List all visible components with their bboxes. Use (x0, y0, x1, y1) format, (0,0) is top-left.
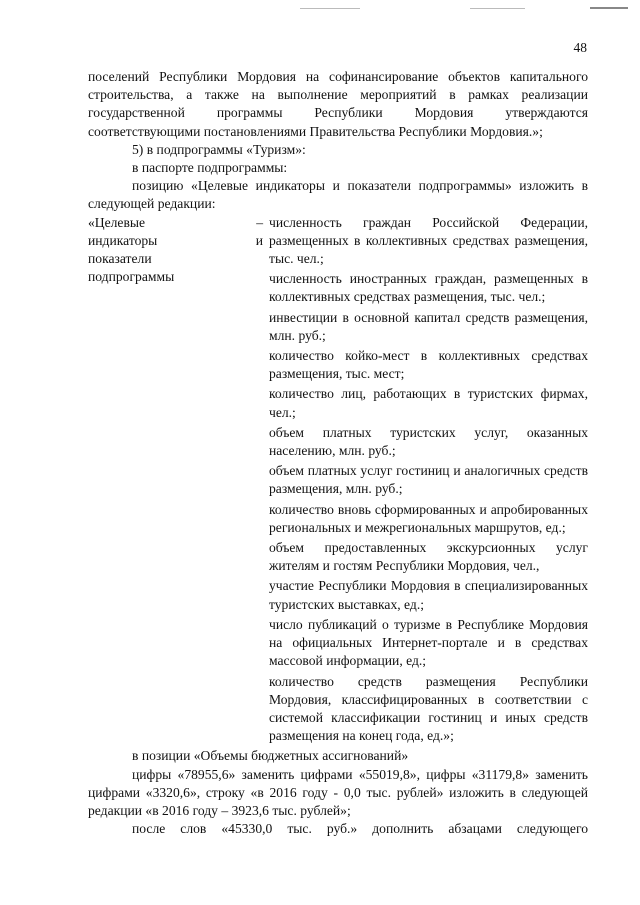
indicator-item: число публикаций о туризме в Республике Мордовия на официальных Интернет-портале и в средствах массовой информации, ед.; (269, 616, 588, 669)
scan-artifact (590, 7, 628, 9)
scan-artifact (470, 8, 525, 9)
passport-line: в паспорте подпрограммы: (132, 160, 288, 176)
budget-position-line: в позиции «Объемы бюджетных ассигнований» (132, 748, 409, 764)
indicator-item: количество лиц, работающих в туристских фирмах, чел.; (269, 386, 588, 420)
document-body (88, 68, 588, 838)
left-cell-text: подпрограммы (88, 269, 175, 285)
position-paragraph: позицию «Целевые индикаторы и показатели подпрограммы» изложить в следующей редакции: (88, 178, 588, 212)
indicator-item: объем платных туристских услуг, оказанных населению, млн. руб.; (269, 424, 588, 459)
replace-paragraph: цифры «78955,6» заменить цифрами «55019,8», цифры «31179,8» заменить цифрами «3320,6», строку «в 2016 году - 0,0 тыс. рублей» изложить в следующей редакции «в 2016 году – 3923,6 тыс. рублей»; (88, 766, 588, 818)
table-left-column (88, 214, 263, 748)
intro-paragraph: поселений Республики Мордовия на софинансирование объектов капитального строительства, а также на выполнение мероприятий в рамках реализации государственной программы Республики Мордовия утверждаются соответствующими постановлениями Правительства Республики Мордовия.»; (88, 69, 588, 139)
indicator-item: количество вновь сформированных и апробированных региональных и межрегиональных маршрутов, ед.; (269, 501, 588, 535)
indicator-item: участие Республики Мордовия в специализированных туристских выставках, ед.; (269, 578, 588, 612)
left-cell-text: показатели (88, 251, 152, 267)
indicator-item: численность граждан Российской Федерации, размещенных в коллективных средствах размещения, тыс. чел.; (269, 214, 588, 267)
page-number: 48 (573, 40, 587, 55)
indicator-item: объем платных услуг гостиниц и аналогичных средств размещения, млн. руб.; (269, 463, 588, 497)
indicator-item: количество койко-мест в коллективных средствах размещения, тыс. мест; (269, 348, 588, 382)
indicator-item: численность иностранных граждан, размещенных в коллективных средствах размещения, тыс. чел.; (269, 271, 588, 305)
item-5-heading: 5) в подпрограммы «Туризм»: (132, 141, 306, 157)
left-cell-text: и (255, 232, 263, 248)
indicator-item: объем предоставленных экскурсионных услуг жителям и гостям Республики Мордовия, чел., (269, 540, 588, 574)
table-right-column (263, 214, 588, 748)
after-words-paragraph: после слов «45330,0 тыс. руб.» дополнить абзацами следующего (132, 821, 588, 837)
scan-artifact (300, 8, 360, 9)
left-cell-dash: – (256, 214, 263, 230)
indicator-item: количество средств размещения Республики Мордовия, классифицированных в соответствии с системой классификации гостиниц и иных средств размещения на конец года, ед.»; (269, 673, 588, 744)
indicators-table (88, 214, 588, 748)
left-cell-text: «Целевые (88, 214, 146, 230)
left-cell-text: индикаторы (88, 232, 158, 248)
indicator-item: инвестиции в основной капитал средств размещения, млн. руб.; (269, 309, 588, 343)
